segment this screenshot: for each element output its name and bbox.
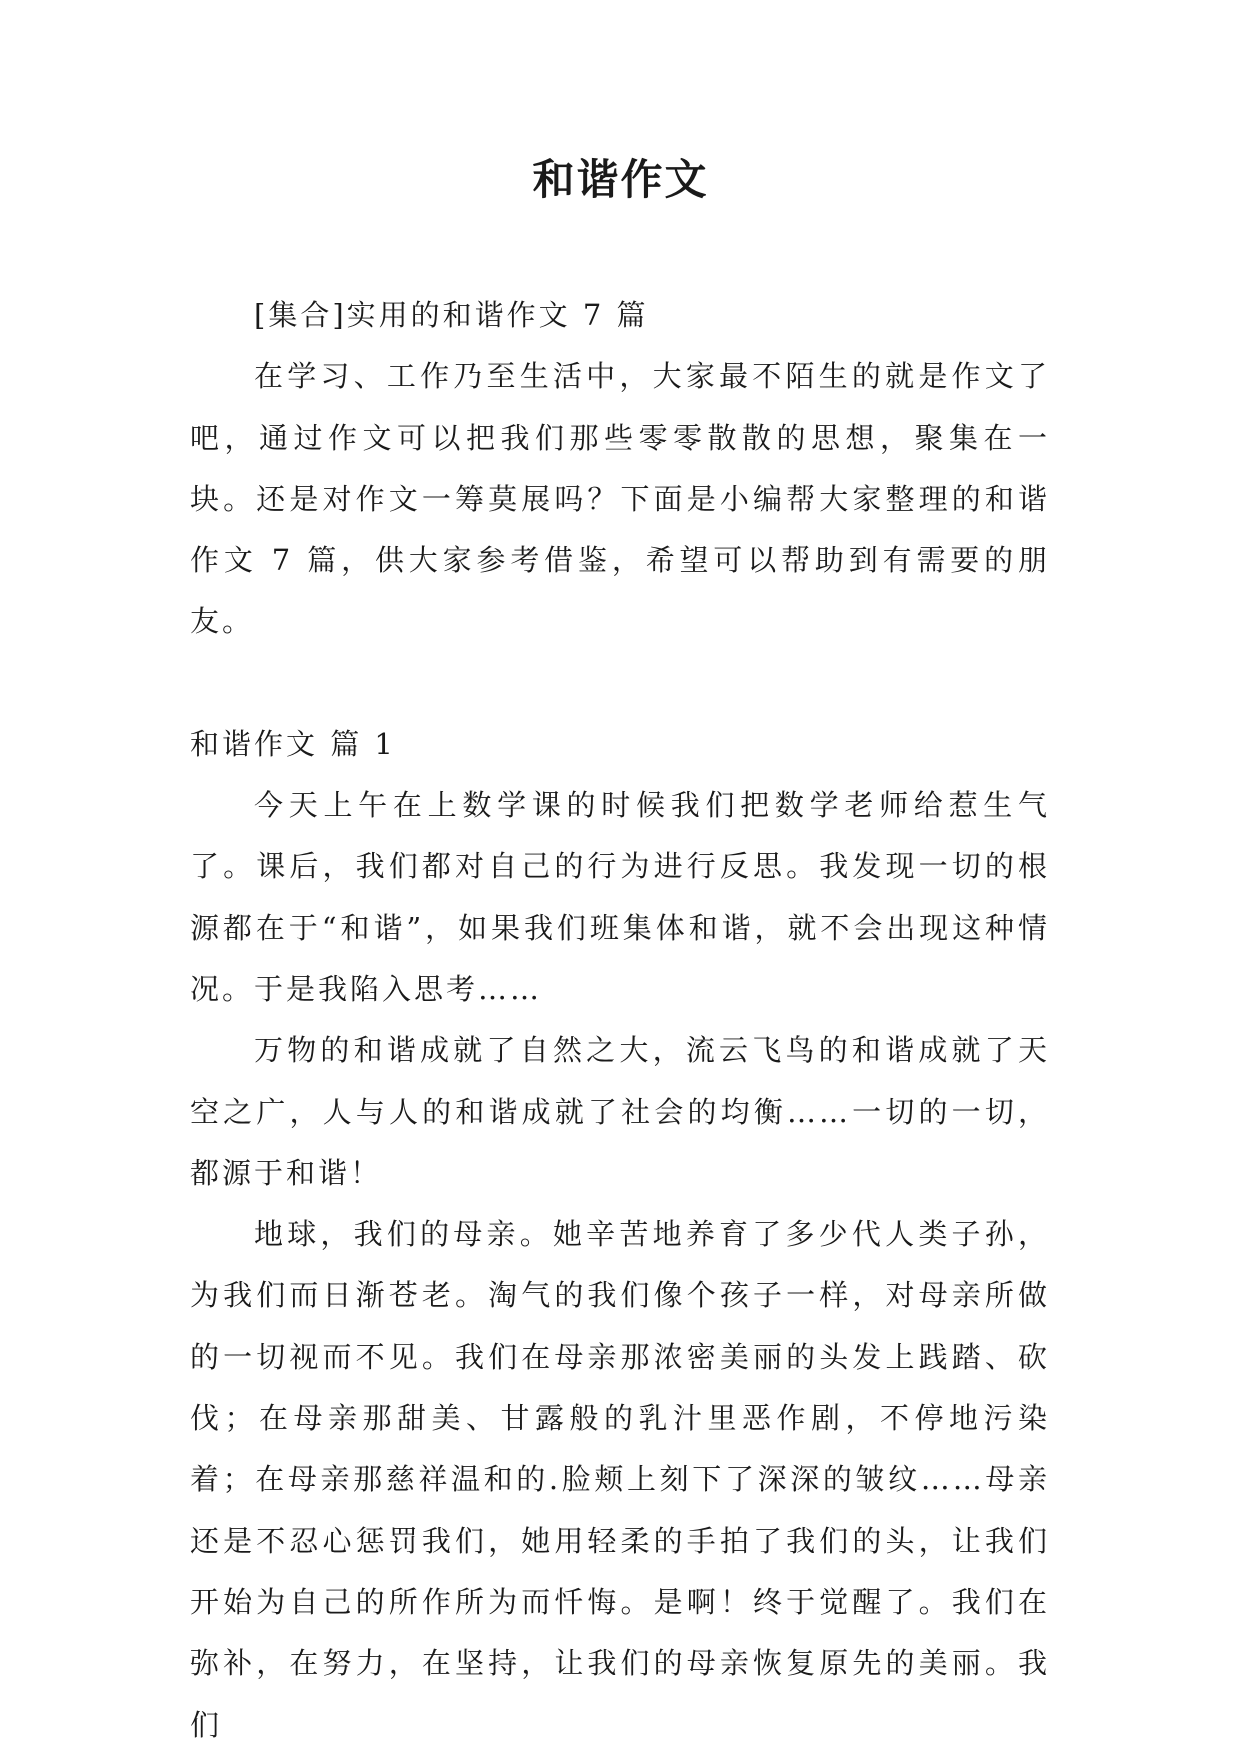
- intro-paragraph: 在学习、工作乃至生活中，大家最不陌生的就是作文了吧，通过作文可以把我们那些零零散散的思想，聚集在一块。还是对作文一筹莫展吗？下面是小编帮大家整理的和谐作文 7 篇，供大家参考借鉴，希望可以帮助到有需要的朋友。: [190, 359, 1050, 639]
- body-paragraph: 今天上午在上数学课的时候我们把数学老师给惹生气了。课后，我们都对自己的行为进行反思。我发现一切的根源都在于“和谐”，如果我们班集体和谐，就不会出现这种情况。于是我陷入思考……: [190, 788, 1050, 1006]
- document-title: 和谐作文: [532, 155, 709, 204]
- body-paragraph: 地球，我们的母亲。她辛苦地养育了多少代人类子孙，为我们而日渐苍老。淘气的我们像个孩子一样，对母亲所做的一切视而不见。我们在母亲那浓密美丽的头发上践踏、砍伐；在母亲那甜美、甘露般的乳汁里恶作剧，不停地污染着；在母亲那慈祥温和的.脸颊上刻下了深深的皱纹……母亲还是不忍心惩罚我们，她用轻柔的手拍了我们的头，让我们开始为自己的所作所为而忏悔。是啊！终于觉醒了。我们在弥补，在努力，在坚持，让我们的母亲恢复原先的美丽。我们: [190, 1217, 1050, 1742]
- document-body: [190, 285, 1050, 1756]
- body-paragraph: 万物的和谐成就了自然之大，流云飞鸟的和谐成就了天空之广，人与人的和谐成就了社会的均衡……一切的一切，都源于和谐！: [190, 1033, 1050, 1190]
- document-subtitle: [集合]实用的和谐作文 7 篇: [254, 298, 649, 332]
- section-heading: 和谐作文 篇 1: [190, 726, 396, 761]
